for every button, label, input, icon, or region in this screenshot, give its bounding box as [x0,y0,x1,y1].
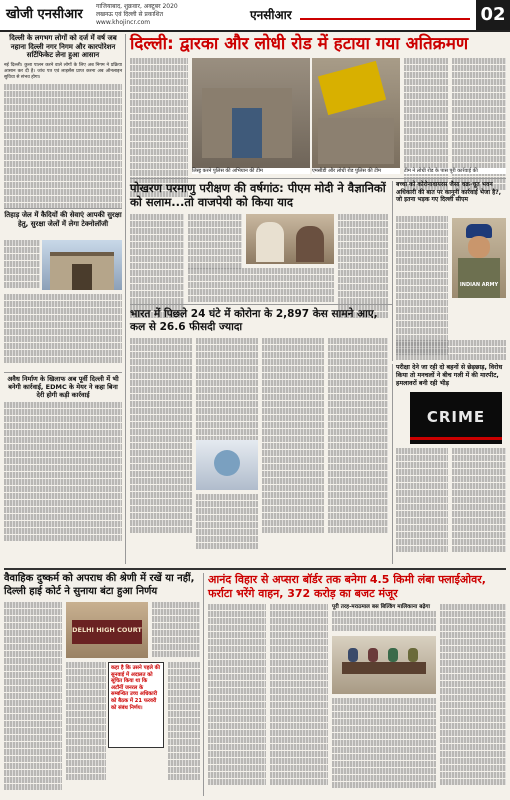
pokhran-story [130,181,388,209]
masthead-info-line: लखनऊ एवं दिल्ली से प्रकाशित [96,11,164,18]
left-mid-body-b [4,294,122,364]
corona-photo [196,440,258,490]
court-body-col3 [152,602,200,658]
flyover-subhead: पूरी तरह-मराठमाल बस बिल्डिंग मालिकाना बढ़ेगा [332,604,430,610]
corona-body-col4 [328,338,388,534]
masthead-info [96,3,178,27]
section-name: एनसीआर [250,8,292,22]
army-officer-photo [452,218,506,298]
court-quote-box [108,662,164,748]
side-story [396,181,506,204]
left-top-body [4,84,122,209]
court-body-col2 [66,662,106,781]
army-label: INDIAN ARMY [459,282,499,288]
masthead-rule [300,18,470,20]
left-column [4,34,122,210]
side-headline: बच्चा को कोरोनावायरस जैसा चक्र-चूत भवन अधिकारी की बात पर कानूनी कार्रवाई भेजा है?, जो इतना भड़क गए दिल्ली सीएम [396,181,502,203]
corona-body-col2b [196,494,258,550]
crime-body-col2 [452,448,506,553]
left-mid-story [4,211,122,228]
meeting-photo [332,636,436,694]
main-story [130,34,506,54]
flyover-headline: आनंद विहार से अप्सरा बॉर्डर तक बनेगा 4.5 किमी लंबा फ्लाईओवर, फर्राटा भरेंगे वाहन, 372 करोड़ का बजट मंजूर [208,573,486,600]
side-body [396,216,448,356]
pokhran-body-col2 [188,214,242,270]
left-bottom-story [4,375,122,542]
caption-right: टीम ने लोधी रोड के पास पूरी कार्रवाई की [404,168,506,174]
corona-body-col3 [262,338,324,534]
crime-story [396,364,506,387]
high-court-photo [66,602,148,658]
court-quote: कहा है कि उसने पहले की सुनवाई में अदालत को सूचित किया था कि अटॉर्नी जनरल के सम्बन्धित उच्च अधिकारी को बैठक में 21 फरवरी को संबंध निर्णय। [111,665,160,711]
crime-graphic [410,392,502,444]
masthead-info-line: गाजियाबाद, शुक्रवार, अक्टूबर 2020 [96,3,178,10]
corona-headline: भारत में पिछले 24 घंटे में कोरोना के 2,897 केस सामने आए, कल से 26.6 फीसदी ज्यादा [130,308,378,333]
flyover-subhead-block [332,604,436,632]
caption-left: लिस्ट्ट करने पुलिस की अभियान की टीम [192,168,310,174]
corona-story [130,308,388,334]
flyover-body-col4 [440,604,506,786]
pokhran-headline: पोखरण परमाणु परीक्षण की वर्षगांठ: पीएम मोदी ने वैज्ञानिकों को सलाम...तो वाजपेयी को किया याद [130,181,386,209]
flyover-body-col2 [270,604,328,786]
crime-badge: CRIME [426,408,486,426]
side-body-lower [396,340,506,361]
demolition-photo-left [192,58,310,168]
pokhran-body-lower [188,268,334,303]
court-building-text: DELHI HIGH COURT [72,626,142,634]
masthead [0,0,510,32]
main-body-col1 [130,58,188,198]
left-bottom-headline: अवैध निर्माण के खिलाफ अब पूर्वी दिल्ली में भी बनेगी कार्रवाई, EDMC के मेयर ने कहा बिना देरी होगी कड़ी कार्रवाई [7,375,119,399]
modi-photo [246,214,334,264]
corona-body-col2 [196,338,258,443]
left-top-intro: नई दिल्ली। कुत्ता पालन करने वाले लोगों के लिए अब निगम ने प्रक्रिया आसान कर दी है। जांच पत्र एवं लाइसेंस प्राप्त करना अब ऑनलाइन सुविधा से संभव होगा। [4,62,122,80]
brand-name: खोजी एनसीआर [6,7,83,22]
court-story [4,573,200,598]
left-mid-headline: तिहाड़ जेल में कैदियों की सेवाएं आपकी सुरक्षा हेतु, सुरक्षा जेलों में लेगा टेक्नोलॉजी [4,211,122,228]
page-number: 02 [476,0,510,30]
caption-mid: एमसीडी और लोधी रोड पुलिस की टीम [312,168,400,174]
flyover-body-col3 [332,698,436,789]
masthead-info-line: www.khojincr.com [96,19,151,26]
corona-body-col1 [130,338,192,534]
court-headline: वैवाहिक दुष्कर्म को अपराध की श्रेणी में रखें या नहीं, दिल्ली हाई कोर्ट ने सुनाया बंटा हुआ निर्णय [4,573,195,597]
court-body-col4 [168,662,200,781]
flyover-body-col1 [208,604,266,786]
left-bottom-body [4,402,122,541]
court-body-col1 [4,602,62,791]
demolition-photo-mid [312,58,400,168]
left-mid-body-a [4,240,40,289]
left-top-headline: दिल्ली के लगभग लोगों को दर्ज में वर्ष जब नहाना दिल्ली नगर निगम और कारपोरेशन सर्टिफिकेट लेना हुआ आसान [9,34,117,59]
main-headline: दिल्ली: द्वारका और लोधी रोड में हटाया गया अतिक्रमण [130,34,469,54]
crime-headline: परीक्षा देने जा रही दो बहनों से छेड़छाड़, विरोध किया तो मनचलों ने बीच गली में की मारपीट, हमलावरों बनी रही भीड़ [396,364,503,387]
flyover-story [208,573,506,600]
crime-body-col1 [396,448,448,553]
tihar-jail-photo [42,240,122,290]
